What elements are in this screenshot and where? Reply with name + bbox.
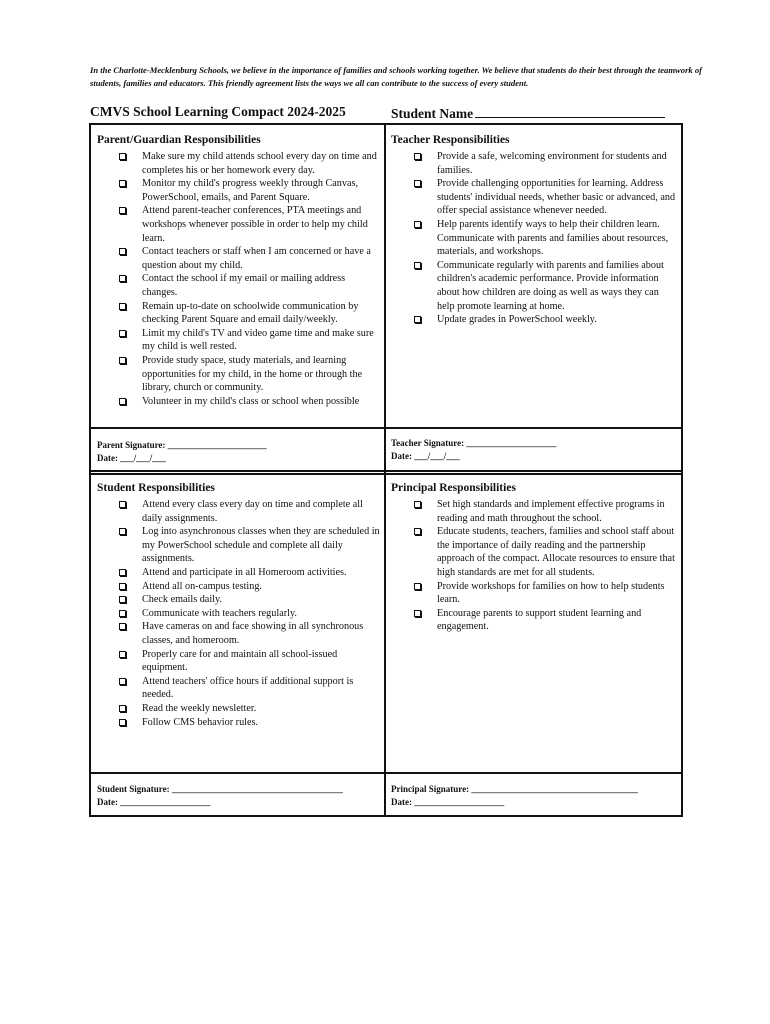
student-section-title: Student Responsibilities [97, 482, 215, 494]
list-item: Limit my child's TV and video game time and make sure my child is well rested. [119, 327, 380, 354]
principal-signature-block [391, 783, 638, 809]
principal-date-field[interactable]: Date: ____________________ [391, 797, 505, 807]
list-item: Set high standards and implement effective programs in reading and math throughout the school. [414, 498, 677, 525]
teacher-date-field[interactable]: Date: ___/___/___ [391, 451, 460, 461]
list-item: Attend and participate in all Homeroom activities. [119, 566, 380, 580]
checkbox-icon[interactable] [119, 583, 126, 590]
principal-section-title: Principal Responsibilities [391, 482, 516, 494]
list-item: Update grades in PowerSchool weekly. [414, 313, 677, 327]
teacher-signature-block [391, 437, 556, 463]
checkbox-icon[interactable] [414, 262, 421, 269]
checkbox-icon[interactable] [119, 275, 126, 282]
parent-signature-field[interactable]: Parent Signature: ______________________ [97, 440, 267, 450]
checkbox-icon[interactable] [414, 153, 421, 160]
checkbox-icon[interactable] [119, 610, 126, 617]
checkbox-icon[interactable] [119, 651, 126, 658]
list-item: Attend parent-teacher conferences, PTA meetings and workshops whenever possible in order to help my child learn. [119, 204, 380, 245]
teacher-section [391, 134, 677, 327]
checkbox-icon[interactable] [119, 569, 126, 576]
checkbox-icon[interactable] [414, 316, 421, 323]
list-item: Communicate with teachers regularly. [119, 607, 380, 621]
checkbox-icon[interactable] [119, 528, 126, 535]
checkbox-icon[interactable] [414, 583, 421, 590]
checkbox-icon[interactable] [414, 528, 421, 535]
checkbox-icon[interactable] [119, 303, 126, 310]
teacher-signature-field[interactable]: Teacher Signature: ____________________ [391, 438, 557, 448]
checkbox-icon[interactable] [119, 207, 126, 214]
list-item: Provide workshops for families on how to help students learn. [414, 580, 677, 607]
list-item: Communicate regularly with parents and families about children's academic performance. Provide information about how children are doing as well as ways they can help promote learning at home. [414, 259, 677, 313]
student-name-label: Student Name [391, 106, 474, 121]
list-item: Remain up-to-date on schoolwide communication by checking Parent Square and email daily/weekly. [119, 300, 380, 327]
divider-line [89, 473, 683, 475]
checkbox-icon[interactable] [414, 180, 421, 187]
list-item: Volunteer in my child's class or school when possible [119, 395, 380, 409]
checkbox-icon[interactable] [119, 330, 126, 337]
student-name-line[interactable] [475, 104, 665, 118]
checkbox-icon[interactable] [119, 357, 126, 364]
parent-date-field[interactable]: Date: ___/___/___ [97, 453, 166, 463]
divider-line [89, 427, 683, 429]
list-item: Have cameras on and face showing in all synchronous classes, and homeroom. [119, 620, 380, 647]
student-date-field[interactable]: Date: ____________________ [97, 797, 211, 807]
list-item: Provide challenging opportunities for learning. Address students' individual needs, whether basic or advanced, and offer special assistance whenever needed. [414, 177, 677, 218]
parent-section-title: Parent/Guardian Responsibilities [97, 134, 261, 146]
student-section [97, 482, 380, 729]
checkbox-icon[interactable] [119, 678, 126, 685]
checkbox-icon[interactable] [414, 501, 421, 508]
list-item: Follow CMS behavior rules. [119, 716, 380, 730]
list-item: Encourage parents to support student learning and engagement. [414, 607, 677, 634]
student-name-field[interactable] [391, 104, 665, 122]
list-item: Contact the school if my email or mailing address changes. [119, 272, 380, 299]
document-title: CMVS School Learning Compact 2024-2025 [90, 104, 346, 119]
list-item: Help parents identify ways to help their children learn. Communicate with parents and families about resources, materials, and workshops. [414, 218, 677, 259]
checkbox-icon[interactable] [119, 153, 126, 160]
list-item: Make sure my child attends school every day on time and completes his or her homework every day. [119, 150, 380, 177]
list-item: Provide a safe, welcoming environment for students and families. [414, 150, 677, 177]
checkbox-icon[interactable] [119, 248, 126, 255]
divider-line [89, 470, 683, 472]
list-item: Read the weekly newsletter. [119, 702, 380, 716]
principal-section [391, 482, 677, 634]
list-item: Properly care for and maintain all school-issued equipment. [119, 648, 380, 675]
divider-line [89, 772, 683, 774]
list-item: Provide study space, study materials, and learning opportunities for my child, in the home or through the library, church or community. [119, 354, 380, 395]
teacher-list [391, 150, 677, 327]
list-item: Attend all on-campus testing. [119, 580, 380, 594]
checkbox-icon[interactable] [119, 398, 126, 405]
checkbox-icon[interactable] [119, 719, 126, 726]
list-item: Contact teachers or staff when I am concerned or have a question about my child. [119, 245, 380, 272]
student-signature-block [97, 783, 343, 809]
checkbox-icon[interactable] [119, 180, 126, 187]
checkbox-icon[interactable] [119, 705, 126, 712]
list-item: Log into asynchronous classes when they are scheduled in my PowerSchool schedule and complete all daily assignments. [119, 525, 380, 566]
checkbox-icon[interactable] [119, 501, 126, 508]
checkbox-icon[interactable] [119, 596, 126, 603]
checkbox-icon[interactable] [414, 221, 421, 228]
list-item: Attend every class every day on time and complete all daily assignments. [119, 498, 380, 525]
principal-list [391, 498, 677, 634]
student-signature-field[interactable]: Student Signature: ______________________________________ [97, 784, 343, 794]
parent-signature-block [97, 439, 267, 465]
checkbox-icon[interactable] [414, 610, 421, 617]
list-item: Educate students, teachers, families and school staff about the importance of daily reading and the partnership approach of the compact. Allocate resources to ensure that high standards are met for all students. [414, 525, 677, 579]
list-item: Check emails daily. [119, 593, 380, 607]
teacher-section-title: Teacher Responsibilities [391, 134, 510, 146]
principal-signature-field[interactable]: Principal Signature: _____________________________________ [391, 784, 638, 794]
title-row [90, 104, 690, 124]
list-item: Monitor my child's progress weekly through Canvas, PowerSchool, emails, and Parent Square. [119, 177, 380, 204]
parent-section [97, 134, 380, 408]
checkbox-icon[interactable] [119, 623, 126, 630]
intro-paragraph: In the Charlotte-Mecklenburg Schools, we believe in the importance of families and schools working together. We believe that students do their best through the teamwork of students, families and educators. This friendly agreement lists the ways we all can contribute to the success of every student. [90, 65, 703, 88]
list-item: Attend teachers' office hours if additional support is needed. [119, 675, 380, 702]
parent-list [97, 150, 380, 408]
student-list [97, 498, 380, 729]
